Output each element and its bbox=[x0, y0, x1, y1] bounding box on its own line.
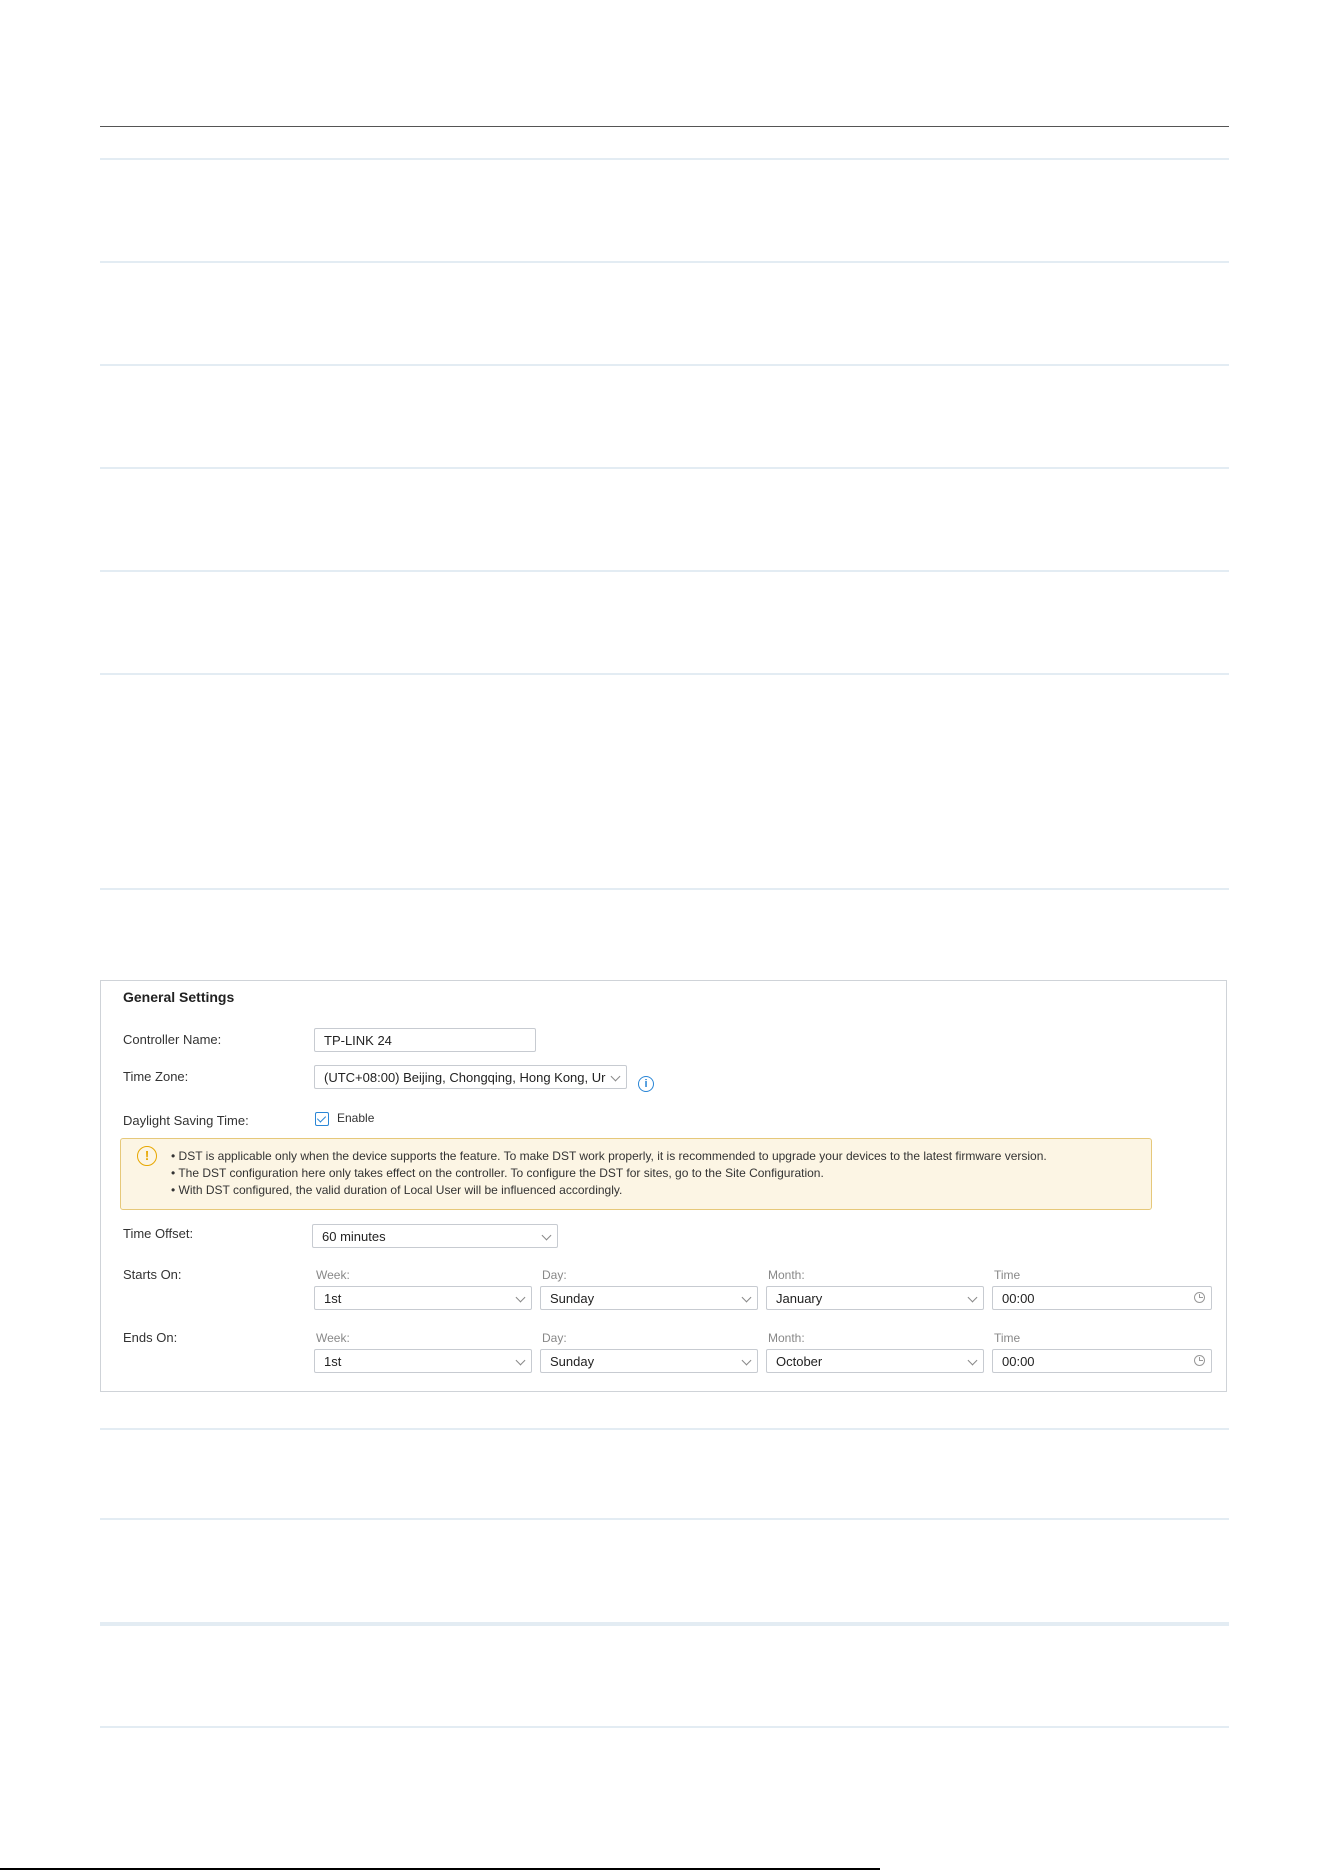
time-zone-value: (UTC+08:00) Beijing, Chongqing, Hong Kong, Ur bbox=[324, 1070, 606, 1085]
chevron-down-icon bbox=[968, 1356, 978, 1366]
starts-time-input[interactable] bbox=[992, 1286, 1212, 1310]
starts-day-select[interactable] bbox=[540, 1286, 758, 1310]
section-divider bbox=[100, 1726, 1229, 1728]
chevron-down-icon bbox=[742, 1356, 752, 1366]
section-divider bbox=[100, 1428, 1229, 1430]
controller-name-input[interactable] bbox=[314, 1028, 536, 1052]
time-offset-value: 60 minutes bbox=[322, 1229, 386, 1244]
ends-time-input[interactable] bbox=[992, 1349, 1212, 1373]
ends-day-label: Day: bbox=[542, 1331, 567, 1345]
starts-time-label: Time bbox=[994, 1268, 1021, 1282]
starts-day-label: Day: bbox=[542, 1268, 567, 1282]
starts-month-label: Month: bbox=[768, 1268, 805, 1282]
notice-line: • With DST configured, the valid duration of Local User will be influenced accordingly. bbox=[171, 1183, 623, 1197]
ends-month-label: Month: bbox=[768, 1331, 805, 1345]
starts-week-label: Week: bbox=[316, 1268, 350, 1282]
dst-enable-label: Enable bbox=[337, 1111, 375, 1125]
section-divider bbox=[100, 888, 1229, 890]
starts-week-select[interactable] bbox=[314, 1286, 532, 1310]
section-divider bbox=[100, 467, 1229, 469]
chevron-down-icon bbox=[516, 1293, 526, 1303]
chevron-down-icon bbox=[611, 1072, 621, 1082]
section-divider bbox=[100, 364, 1229, 366]
notice-line: • DST is applicable only when the device supports the feature. To make DST work properly, it is recommended to upgrade your devices to the latest firmware version. bbox=[171, 1149, 1047, 1163]
general-settings-panel bbox=[100, 980, 1227, 1392]
warning-icon: ! bbox=[137, 1146, 157, 1166]
section-divider bbox=[100, 570, 1229, 572]
starts-time-value: 00:00 bbox=[1002, 1291, 1035, 1306]
dst-label: Daylight Saving Time: bbox=[123, 1113, 249, 1128]
section-divider bbox=[100, 261, 1229, 263]
ends-week-label: Week: bbox=[316, 1331, 350, 1345]
clock-icon bbox=[1194, 1355, 1205, 1366]
footer-rule bbox=[0, 1868, 880, 1870]
dst-notice bbox=[120, 1138, 1152, 1210]
dst-enable-checkbox[interactable] bbox=[315, 1112, 329, 1126]
starts-month-select[interactable] bbox=[766, 1286, 984, 1310]
ends-time-label: Time bbox=[994, 1331, 1021, 1345]
chevron-down-icon bbox=[968, 1293, 978, 1303]
ends-day-select[interactable] bbox=[540, 1349, 758, 1373]
info-icon[interactable]: i bbox=[638, 1076, 654, 1092]
ends-month-value: October bbox=[776, 1354, 823, 1369]
time-offset-label: Time Offset: bbox=[123, 1226, 194, 1241]
ends-week-select[interactable] bbox=[314, 1349, 532, 1373]
notice-line: • The DST configuration here only takes effect on the controller. To configure the DST for sites, go to the Site Configuration. bbox=[171, 1166, 824, 1180]
ends-day-value: Sunday bbox=[550, 1354, 595, 1369]
clock-icon bbox=[1194, 1292, 1205, 1303]
ends-month-select[interactable] bbox=[766, 1349, 984, 1373]
chevron-down-icon bbox=[542, 1231, 552, 1241]
section-divider bbox=[100, 673, 1229, 675]
chevron-down-icon bbox=[516, 1356, 526, 1366]
starts-on-label: Starts On: bbox=[123, 1267, 182, 1282]
panel-title: General Settings bbox=[123, 989, 235, 1005]
section-divider bbox=[100, 158, 1229, 160]
starts-week-value: 1st bbox=[324, 1291, 342, 1306]
time-zone-select[interactable] bbox=[314, 1065, 627, 1089]
controller-name-label: Controller Name: bbox=[123, 1032, 222, 1047]
time-offset-select[interactable] bbox=[312, 1224, 558, 1248]
ends-on-label: Ends On: bbox=[123, 1330, 178, 1345]
header-rule bbox=[100, 126, 1229, 127]
section-divider bbox=[100, 1622, 1229, 1626]
ends-time-value: 00:00 bbox=[1002, 1354, 1035, 1369]
starts-day-value: Sunday bbox=[550, 1291, 595, 1306]
starts-month-value: January bbox=[776, 1291, 823, 1306]
time-zone-label: Time Zone: bbox=[123, 1069, 189, 1084]
controller-name-value: TP-LINK 24 bbox=[324, 1033, 392, 1048]
chevron-down-icon bbox=[742, 1293, 752, 1303]
ends-week-value: 1st bbox=[324, 1354, 342, 1369]
section-divider bbox=[100, 1518, 1229, 1520]
